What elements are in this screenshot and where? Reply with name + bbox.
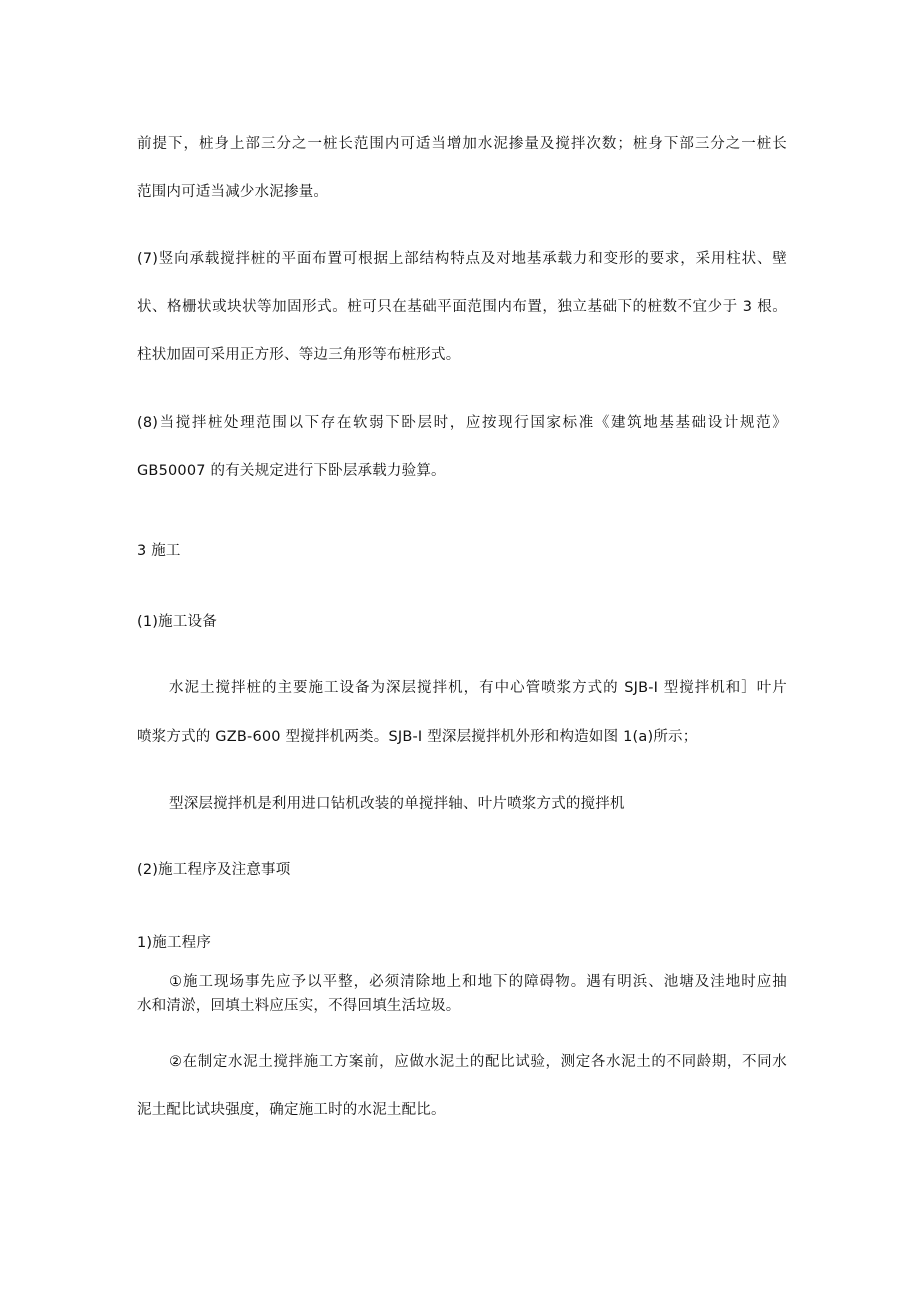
paragraph-line: (7)竖向承载搅拌桩的平面布置可根据上部结构特点及对地基承载力和变形的要求，采用柱状、壁 bbox=[137, 251, 787, 267]
list-item-line: ②在制定水泥土搅拌施工方案前，应做水泥土的配比试验，测定各水泥土的不同龄期，不同水 bbox=[169, 1054, 787, 1070]
paragraph-line: 状、格栅状或块状等加固形式。桩可只在基础平面范围内布置，独立基础下的桩数不宜少于 3 根。 bbox=[137, 299, 787, 315]
paragraph-line: 型深层搅拌机是利用进口钻机改装的单搅拌轴、叶片喷浆方式的搅拌机 bbox=[169, 796, 625, 812]
subsection-heading: 1)施工程序 bbox=[137, 935, 212, 951]
list-item-line: 泥土配比试块强度，确定施工时的水泥土配比。 bbox=[137, 1102, 446, 1118]
paragraph-line: 水泥土搅拌桩的主要施工设备为深层搅拌机，有中心管喷浆方式的 SJB-I 型搅拌机和］叶片 bbox=[169, 680, 787, 696]
paragraph-line: 喷浆方式的 GZB-600 型搅拌机两类。SJB-I 型深层搅拌机外形和构造如图 1(a)所示； bbox=[137, 729, 698, 745]
section-heading: 3 施工 bbox=[137, 543, 181, 559]
paragraph-line: 范围内可适当减少水泥掺量。 bbox=[137, 184, 329, 200]
paragraph-line: 前提下，桩身上部三分之一桩长范围内可适当增加水泥掺量及搅拌次数；桩身下部三分之一桩长 bbox=[137, 136, 787, 152]
paragraph-line: (8)当搅拌桩处理范围以下存在软弱下卧层时，应按现行国家标准《建筑地基基础设计规范》 bbox=[137, 415, 787, 431]
paragraph-line: GB50007 的有关规定进行下卧层承载力验算。 bbox=[137, 463, 446, 479]
subsection-heading: (2)施工程序及注意事项 bbox=[137, 862, 291, 878]
list-item-line: ①施工现场事先应予以平整，必须清除地上和地下的障碍物。遇有明浜、池塘及洼地时应抽 bbox=[169, 974, 787, 990]
paragraph-line: 柱状加固可采用正方形、等边三角形等布桩形式。 bbox=[137, 347, 461, 363]
subsection-heading: (1)施工设备 bbox=[137, 614, 217, 630]
list-item-line: 水和清淤，回填土料应压实，不得回填生活垃圾。 bbox=[137, 998, 461, 1014]
